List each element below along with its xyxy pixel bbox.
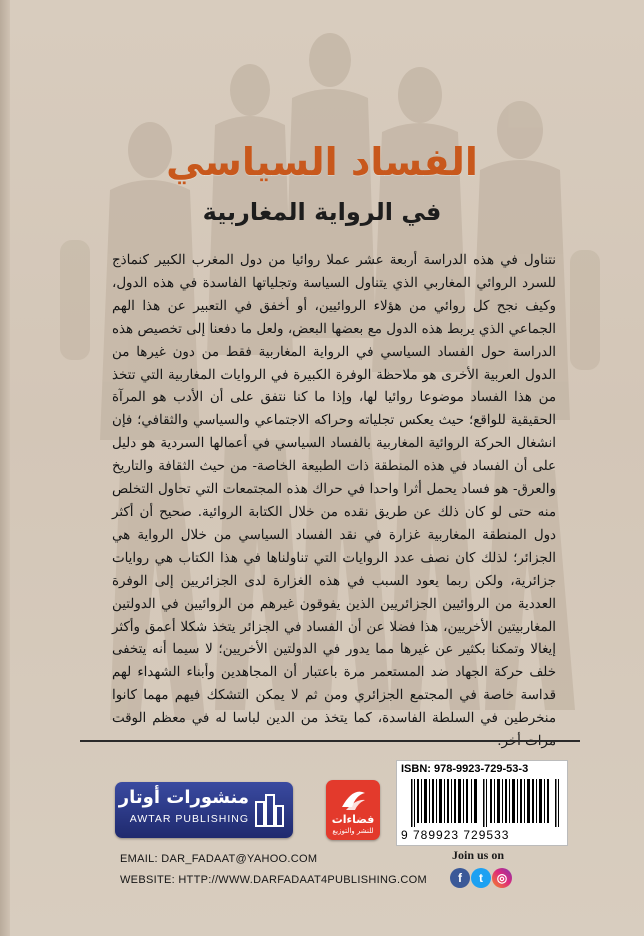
blurb-text: نتناول في هذه الدراسة أربعة عشر عملا روائيا من دول المغرب الكبير كنماذج للسرد الروائي المغاربي الذي يتناول السياسة وتجلياتها الفاسدة في هذه الدول، وكيف نجح كل روائي من هؤلاء الروائيين، أو أخفق في التعبير عن هذا الهم الجماعي الذي يربط هذه الدول مع بعضها البعض، ولعل ما دفعنا إلى تخصيص هذه الدراسة حول الفساد السياسي في الرواية المغاربية فقط من دون غيرها من الدول العربية الأخرى هو ملاحظة الوفرة الكبيرة في الروايات المغاربية التي تتخذ من هذا الفساد موضوعا روائيا لها، وإذا ما كنا نتفق على أن الأدب هو المرآة الحقيقية للواقع؛ حيث يعكس تجلياته وحراكه الاجتماعي والسياسي والثقافي؛ فإن انشغال الحركة الروائية المغاربية بالفساد السياسي في أعمالها السردية هو دليل على أن الفساد في هذه المنطقة ذات الطبيعة الخاصة- من حيث الثقافة والتاريخ والعرق- هو فساد يحمل أثرا واحدا في حراك هذه المجتمعات التي تحاول التخلص منه حتى لو كان ذلك عن طريق نقده من خلال الكتابة الروائية. صحيح أن أكثر دول المنطقة المغاربية غزارة في نقد الفساد السياسي من خلال الرواية هي الجزائر؛ لذلك كان نصف عدد الروايات التي تناولناها في هذا الكتاب هي روايات جزائرية، ولكن ربما يعود السبب في هذه الغزارة لدى الجزائريين إلى الوفرة العددية من الروائيين الجزائريين الذين يفوقون غيرهم من الروائيين في الدولتين المغاربيتين الأخريين، هذا فضلا عن أن الفساد في الجزائر يتخذ شكلا أعمق وأكثر إيغالا وتمكنا بكثير عن غيرها مما يدور في الدولتين الأخريين؛ لا سيما أنه يتخفى خلف حركة الجهاد ضد المستعمر مرة باعتبار أن المجاهدين وأبناء الشهداء لهم قداسة خاصة في المجتمع الجزائري ومن ثم لا يمكن التشكك فيهم مهما كانوا منخرطين في السلطة الفاسدة، كما يتخذ من الدين لباسا له في معظم الوقت bbox=[112, 253, 556, 727]
facebook-icon[interactable]: f bbox=[450, 868, 470, 888]
fadaat-emblem-icon bbox=[338, 785, 368, 813]
awtar-arabic-name: منشورات أوتار bbox=[118, 787, 249, 808]
join-us-label: Join us on bbox=[452, 848, 505, 862]
fadaat-name: فضاءات bbox=[331, 813, 375, 826]
instagram-icon[interactable]: ◎ bbox=[492, 868, 512, 888]
publisher-website: WEBSITE: HTTP://WWW.DARFADAAT4PUBLISHING.COM bbox=[120, 874, 427, 886]
twitter-icon[interactable]: t bbox=[471, 868, 491, 888]
divider-line bbox=[80, 740, 580, 742]
book-title: الفساد السياسي bbox=[166, 140, 478, 184]
fadaat-publishing-logo bbox=[326, 780, 380, 840]
book-subtitle: في الرواية المغاربية bbox=[202, 198, 442, 226]
isbn-label: ISBN: 978-9923-729-53-3 bbox=[401, 763, 529, 775]
buildings-icon bbox=[253, 792, 285, 828]
awtar-publishing-logo bbox=[115, 782, 293, 838]
publisher-email: EMAIL: DAR_FADAAT@YAHOO.COM bbox=[120, 853, 318, 865]
back-cover-blurb bbox=[112, 250, 556, 754]
isbn-barcode-box bbox=[396, 760, 568, 846]
isbn-barcode-digits: 9 789923 729533 bbox=[401, 828, 510, 842]
awtar-english-name: AWTAR PUBLISHING bbox=[129, 813, 249, 825]
barcode-icon bbox=[411, 779, 561, 827]
fadaat-tagline: للنشر والتوزيع bbox=[332, 827, 374, 835]
